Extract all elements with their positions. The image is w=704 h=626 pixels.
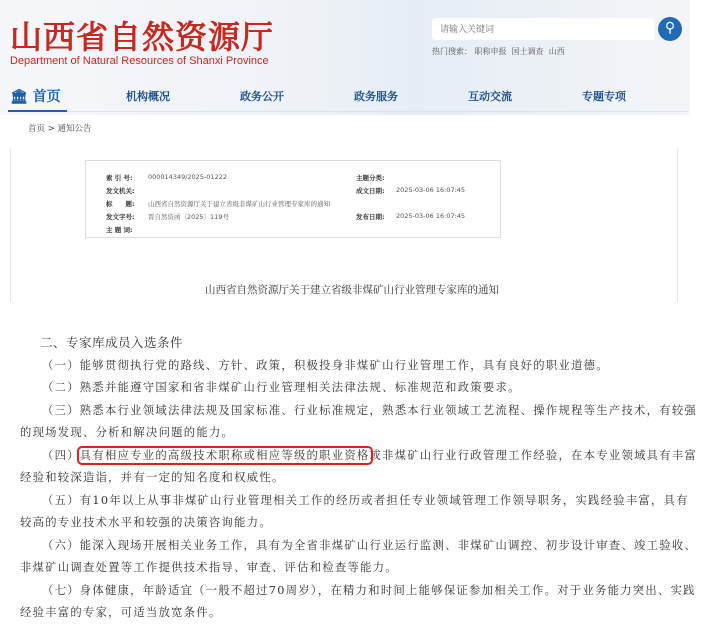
paragraph-line: （三）熟悉本行业领域法律法规及国家标准、行业标准规定，熟悉本行业领域工艺流程、操作规程等生产技术，有较强 [42,403,698,417]
meta-title: 山西省自然资源厅关于建立省级非煤矿山行业管理专家库的通知 [148,200,330,208]
search-input[interactable] [432,18,654,40]
paragraph-line: （四）具有相应专业的高级技术职称或相应等级的职业资格或非煤矿山行业行政管理工作经验，在本专业领域具有丰富 [42,448,698,462]
paragraph-line: 经验和较深造诣，并有一定的知名度和权威性。 [20,471,285,484]
document-body [20,332,698,625]
breadcrumb: 首页 > 通知公告 [28,124,92,134]
paragraph-line: （一）能够贯彻执行党的路线、方针、政策，积极投身非煤矿山行业管理工作，具有良好的职业道德。 [42,358,609,372]
nav-gov-service[interactable]: 政务服务 [354,90,398,103]
meta-published: 2025-03-06 16:07:45 [396,212,466,220]
nav-topics[interactable]: 专题专项 [582,90,626,103]
site-logo-title[interactable]: 山西省自然资源厅 [10,18,275,56]
search-icon: ⚲ [664,20,676,36]
meta-created: 2025-03-06 16:07:45 [396,186,466,194]
nav-gov-open[interactable]: 政务公开 [240,90,284,103]
hot-search-item[interactable]: 国土调查 [511,47,544,56]
paragraph-line: 经验丰富的专家，可适当放宽条件。 [20,606,222,619]
section-heading: 二、专家库成员入选条件 [40,335,184,350]
meta-index: 000014349/2025-01222 [148,173,227,181]
hot-search-label: 热门搜索： [432,47,472,56]
paragraph-line: 的现场发现、分析和解决问题的能力。 [20,426,235,439]
main-nav [8,86,688,112]
site-logo-subtitle: Department of Natural Resources of Shanxi Province [10,55,269,67]
paragraph-line: 较高的专业技术水平和较强的决策咨询能力。 [20,516,272,529]
paragraph-line: 非煤矿山调查处置等工作提供技术指导、审查、评估和检查等能力。 [20,561,398,574]
paragraph-line: （七）身体健康，年龄适宜（一般不超过70周岁），在精力和时间上能够保证参加相关工作。对于业务能力突出、实践 [42,583,696,597]
breadcrumb-home[interactable]: 首页 [28,124,46,134]
breadcrumb-current[interactable]: 通知公告 [57,124,92,134]
nav-org[interactable]: 机构概况 [126,90,170,103]
document-title: 山西省自然资源厅关于建立省级非煤矿山行业管理专家库的通知 [205,284,499,296]
paragraph-line: （二）熟悉并能遵守国家和省非煤矿山行业管理相关法律法规、标准规范和政策要求。 [42,381,521,394]
search-button[interactable] [658,17,682,41]
document-meta: 索 引 号: 000014349/2025-01222 主题分类: 发文机关: 成文日期: 2025-03-06 16:07:45 标 题: 山西省自然资源厅关于建立省级非煤矿山行业管理专家库的通知 发文字号: 晋自然资函〔2025〕119号 发布日期: 2025-03-06 16:07:45 主 题 词: [85,160,501,238]
paragraph-line: （六）能深入现场开展相关业务工作，具有为全省非煤矿山行业运行监测、非煤矿山调控、初步设计审查、竣工验收、 [42,538,698,552]
highlighted-requirement: 具有相应专业的高级技术职称或相应等级的职业资格 [79,448,370,462]
nav-interaction[interactable]: 互动交流 [468,90,512,103]
meta-docno: 晋自然资函〔2025〕119号 [148,213,229,221]
paragraph-line: （五）有10年以上从事非煤矿山行业管理相关工作的经历或者担任专业领域管理工作领导职务，实践经验丰富，具有 [42,493,689,507]
home-icon: 🏛 [10,89,28,105]
hot-search-item[interactable]: 山西 [548,47,565,56]
nav-home[interactable]: 🏛 首页 [8,86,67,112]
hot-search [432,46,565,57]
hot-search-item[interactable]: 职称申报 [474,47,507,56]
